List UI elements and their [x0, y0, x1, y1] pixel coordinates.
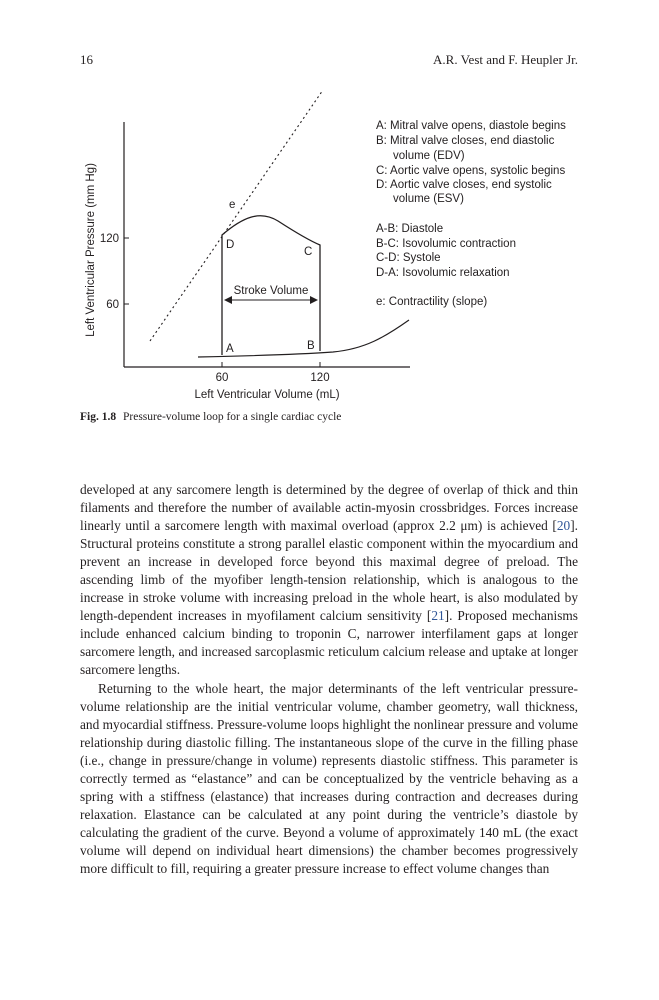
paragraph-text: ]. Structural proteins constitute a strong parallel elastic component within the myocardium and prevent an increase in developed force beyond this maximal degree of preload. The ascending limb of the myofiber length-tension relationship, which is analogous to the increase in stroke volume with increasing preload in the whole heart, is also modulated by length-dependent increases in myofilament calcium sensitivity [ [80, 518, 578, 624]
legend-item-a: A: Mitral valve opens, diastole begins [376, 120, 566, 132]
y-axis-label: Left Ventricular Pressure (mm Hg) [85, 163, 97, 337]
body-paragraph [80, 680, 578, 879]
body-paragraph [80, 481, 578, 680]
stroke-volume-label: Stroke Volume [233, 285, 309, 297]
point-label-b: B [307, 340, 315, 352]
legend-item-ab: A-B: Diastole [376, 223, 444, 235]
x-axis-label: Left Ventricular Volume (mL) [194, 389, 340, 401]
paragraph-text: developed at any sarcomere length is determined by the degree of overlap of thick and thin filaments and therefore the number of available actin-myosin crossbridges. Forces increase linearly until a sarcomere length with maximal overload (approx 2.2 μm) is achieved [ [80, 482, 578, 534]
pv-loop-chart [75, 85, 595, 405]
point-label-e: e [229, 199, 236, 211]
body-text [80, 481, 578, 878]
x-tick-label-60: 60 [215, 372, 229, 384]
point-label-a: A [226, 343, 234, 355]
page-number: 16 [80, 52, 93, 67]
legend [376, 120, 566, 308]
legend-item-b-cont: volume (EDV) [393, 150, 465, 162]
figure-caption [80, 411, 341, 423]
y-tick-label-120: 120 [99, 233, 119, 245]
figure-1-8 [75, 85, 595, 405]
citation-link[interactable]: 21 [431, 608, 445, 624]
legend-item-cd: C-D: Systole [376, 252, 441, 264]
citation-link[interactable]: 20 [556, 518, 571, 534]
x-tick-label-120: 120 [310, 372, 330, 384]
legend-item-d-cont: volume (ESV) [393, 193, 464, 205]
point-label-c: C [304, 246, 313, 258]
legend-item-e: e: Contractility (slope) [376, 296, 488, 308]
y-tick-label-60: 60 [106, 299, 119, 311]
legend-item-c: C: Aortic valve opens, systolic begins [376, 165, 566, 177]
paragraph-text: ]. Proposed mechanisms include enhanced calcium binding to troponin C, narrower interfilament gaps at longer sarcomere length, and increased sarcoplasmic reticulum calcium release and uptake at longer sarcomere lengths. [80, 608, 578, 678]
legend-item-bc: B-C: Isovolumic contraction [376, 238, 516, 250]
contractility-line [150, 90, 323, 341]
legend-item-d: D: Aortic valve closes, end systolic [376, 179, 552, 191]
legend-item-b: B: Mitral valve closes, end diastolic [376, 135, 555, 147]
caption-label: Fig. 1.8 [80, 411, 117, 423]
point-label-d: D [226, 239, 235, 251]
caption-text: Pressure-volume loop for a single cardiac cycle [122, 411, 342, 423]
running-head: A.R. Vest and F. Heupler Jr. [433, 52, 578, 67]
paragraph-text: Returning to the whole heart, the major determinants of the left ventricular pressure-volume relationship are the initial ventricular volume, chamber geometry, wall thickness, and myocardial stiffness. Pressure-volume loops highlight the nonlinear pressure and volume relationship during diastolic filling. The instantaneous slope of the curve in the filling phase (i.e., change in pressure/change in volume) represents diastolic stiffness. This parameter is correctly termed as “elastance” and can be conceptualized by the ventricle behaving as a spring with a stiffness (elastance) that increases during contraction and decreases during relaxation. Elastance can be calculated at any point during the ventricle’s diastole by calculating the gradient of the curve. Beyond a volume of approximately 140 mL (the exact volume will depend on individual heart dimensions) the chamber becomes progressively more difficult to fill, requiring a greater pressure increase to effect volume changes than [80, 680, 578, 876]
legend-item-da: D-A: Isovolumic relaxation [376, 267, 510, 279]
